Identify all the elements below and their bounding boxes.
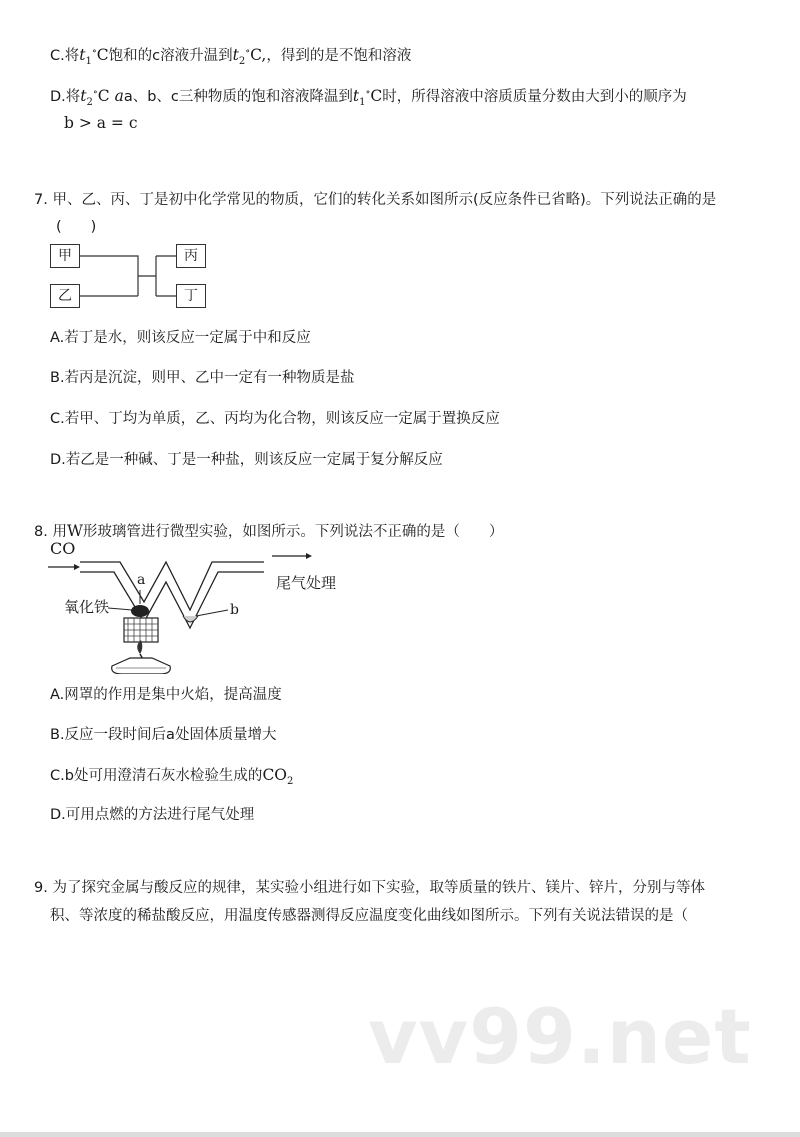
- q7-box-jia: 甲: [50, 244, 80, 268]
- q9-stem-line1: 9. 为了探究金属与酸反应的规律，某实验小组进行如下实验，取等质量的铁片、镁片、锌片，分别与等体: [34, 880, 705, 896]
- q8-stem: 8. 用W形玻璃管进行微型实验，如图所示。下列说法不正确的是（ ）: [34, 522, 504, 540]
- q7-box-ding: 丁: [176, 284, 206, 308]
- label-a: a: [137, 572, 146, 588]
- q7-diagram: [48, 238, 218, 314]
- q7-option-d: D.若乙是一种碱、丁是一种盐，则该反应一定属于复分解反应: [50, 452, 443, 468]
- q6-option-d: D.将$t_2^\circ C$ aa、b、c三种物质的饱和溶液降温到$t_1^\circ C$时，所得溶液中溶质质量分数由大到小的顺序为: [50, 86, 687, 109]
- temp-t2: $t_2^\circ C$ a: [80, 86, 124, 109]
- q8-option-b: B.反应一段时间后a处固体质量增大: [50, 727, 277, 743]
- q8-apparatus-diagram: [44, 540, 364, 674]
- watermark: vv99.net: [368, 992, 752, 1081]
- temp-t1: $t_1^\circ C$: [352, 86, 383, 109]
- q7-box-bing: 丙: [176, 244, 206, 268]
- co-gas-label: CO: [50, 539, 76, 558]
- temp-t2: $t_2^\circ C$,: [232, 45, 267, 68]
- q8-option-a: A.网罩的作用是集中火焰，提高温度: [50, 687, 282, 703]
- q6-option-c: C.将$t_1^\circ C$饱和的c溶液升温到$t_2^\circ C$,，得到的是不饱和溶液: [50, 45, 412, 68]
- iron-oxide-label: 氧化铁: [64, 598, 110, 616]
- q8-option-c: C.b处可用澄清石灰水检验生成的$CO_2$: [50, 766, 294, 788]
- q7-blank: ( ): [56, 219, 97, 235]
- co2-formula: $CO_2$: [262, 766, 294, 788]
- q7-stem: 7. 甲、乙、丙、丁是初中化学常见的物质，它们的转化关系如图所示(反应条件已省略)。下列说法正确的是: [34, 192, 717, 208]
- q7-option-b: B.若丙是沉淀，则甲、乙中一定有一种物质是盐: [50, 370, 355, 386]
- q7-box-yi: 乙: [50, 284, 80, 308]
- temp-t1: $t_1^\circ C$: [79, 45, 109, 68]
- q6-option-d-order: b > a = c: [64, 114, 138, 132]
- q7-option-c: C.若甲、丁均为单质，乙、丙均为化合物，则该反应一定属于置换反应: [50, 411, 500, 427]
- exhaust-label: 尾气处理: [276, 574, 337, 592]
- page-bottom-border: [0, 1132, 800, 1137]
- q7-option-a: A.若丁是水，则该反应一定属于中和反应: [50, 330, 311, 346]
- q9-stem-line2: 积、等浓度的稀盐酸反应，用温度传感器测得反应温度变化曲线如图所示。下列有关说法错误的是（: [50, 908, 688, 924]
- q8-option-d: D.可用点燃的方法进行尾气处理: [50, 807, 255, 823]
- label-b: b: [230, 602, 239, 618]
